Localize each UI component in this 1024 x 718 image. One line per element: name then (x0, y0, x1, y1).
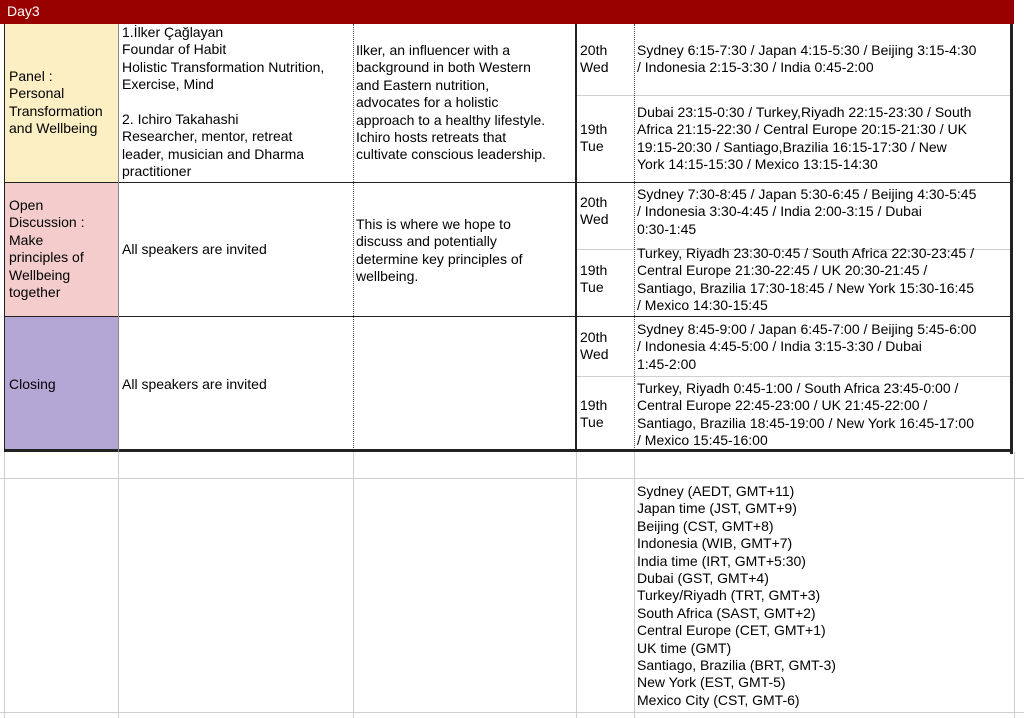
cell-divider (353, 24, 354, 452)
grid-line (0, 478, 1024, 479)
grid-line (576, 95, 634, 96)
panel-date-20th: 20th Wed (580, 42, 609, 76)
grid-line (576, 452, 577, 718)
open-discussion-session-label: Open Discussion : Make principles of Wellbeing together (9, 197, 85, 301)
cell-divider (634, 24, 635, 452)
grid-line (0, 712, 1024, 713)
grid-line (353, 452, 354, 718)
grid-line (634, 452, 635, 718)
open-discussion-times-19th: Turkey, Riyadh 23:30-0:45 / South Africa 22:30-23:45 / Central Europe 21:30-22:45 / UK 20:30-21:45 / Santiago, Brazilia 17:30-18:45 / New York 15:30-16:45 / Mexico 14:30-15:45 (637, 245, 975, 314)
grid-line (4, 452, 5, 718)
panel-session-label: Panel : Personal Transformation and Wellbeing (9, 68, 103, 137)
grid-line (576, 376, 1012, 377)
panel-date-19th: 19th Tue (580, 121, 608, 155)
closing-date-20th: 20th Wed (580, 329, 609, 363)
timezone-legend: Sydney (AEDT, GMT+11) Japan time (JST, GMT+9) Beijing (CST, GMT+8) Indonesia (WIB, GMT+7) India time (IRT, GMT+5:30) Dubai (GST, GMT+4) Turkey/Riyadh (TRT, GMT+3) South Africa (SAST, GMT+2) Central Europe (CET, GMT+1) UK time (GMT) Santiago, Brazilia (BRT, GMT-3) New York (EST, GMT-5) Mexico City (CST, GMT-6) (637, 483, 836, 708)
table-border (4, 316, 1012, 317)
closing-times-20th: Sydney 8:45-9:00 / Japan 6:45-7:00 / Beijing 5:45-6:00 / Indonesia 4:45-5:00 / India 3:15-3:30 / Dubai 1:45-2:00 (637, 321, 977, 372)
grid-line (634, 95, 1012, 96)
closing-speakers: All speakers are invited (122, 376, 267, 392)
grid-line (1014, 452, 1015, 718)
closing-session-label: Closing (9, 376, 56, 392)
table-border (1010, 24, 1013, 454)
panel-speakers: 1.İlker Çağlayan Foundar of Habit Holistic Transformation Nutrition, Exercise, Mind 2. Ichiro Takahashi Researcher, mentor, retreat leader, musician and Dharma practitioner (122, 24, 325, 180)
closing-times-19th: Turkey, Riyadh 0:45-1:00 / South Africa 23:45-0:00 / Central Europe 22:45-23:00 / UK 21:45-22:00 / Santiago, Brazilia 18:45-19:00 / New York 16:45-17:00 / Mexico 15:45-16:00 (637, 380, 975, 449)
panel-times-19th: Dubai 23:15-0:30 / Turkey,Riyadh 22:15-23:30 / South Africa 21:15-22:30 / Central Europe 20:15-21:30 / UK 19:15-20:30 / Santiago,Brazilia 16:15-17:30 / New York 14:15-15:30 / Mexico 13:15-14:30 (637, 104, 972, 173)
open-discussion-times-20th: Sydney 7:30-8:45 / Japan 5:30-6:45 / Beijing 4:30-5:45 / Indonesia 3:30-4:45 / India 2:00-3:15 / Dubai 0:30-1:45 (637, 186, 977, 237)
day-title: Day3 (7, 3, 40, 19)
panel-description: Ilker, an influencer with a background in both Western and Eastern nutrition, advocates for a holistic approach to a healthy lifestyle. Ichiro hosts retreats that cultivate conscious leadership. (356, 42, 546, 163)
panel-times-20th: Sydney 6:15-7:30 / Japan 4:15-5:30 / Beijing 3:15-4:30 / Indonesia 2:15-3:30 / India 0:45-2:00 (637, 42, 977, 76)
open-discussion-speakers: All speakers are invited (122, 241, 267, 257)
table-border (118, 24, 119, 452)
table-border (575, 24, 577, 452)
table-border (4, 24, 5, 452)
open-discussion-date-20th: 20th Wed (580, 194, 609, 228)
closing-date-19th: 19th Tue (580, 397, 608, 431)
open-discussion-description: This is where we hope to discuss and potentially determine key principles of wellbeing. (356, 216, 523, 285)
day-header-bar[interactable] (0, 0, 1014, 24)
table-border (4, 182, 1012, 183)
open-discussion-date-19th: 19th Tue (580, 262, 608, 296)
